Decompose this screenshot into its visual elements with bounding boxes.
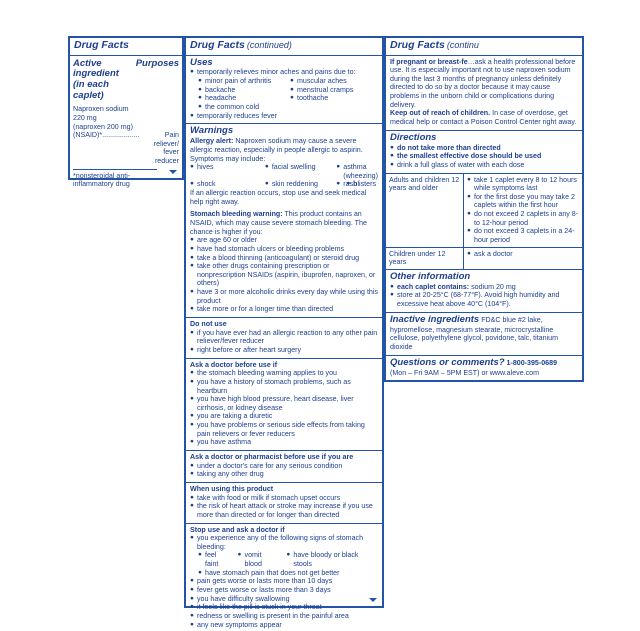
ask-doctor-item: ● you have asthma xyxy=(190,438,378,447)
nsaid-label: (NSAID)* xyxy=(73,131,102,140)
uses-item: ● backache xyxy=(198,86,286,95)
uses-reduces-fever: ● temporarily reduces fever xyxy=(190,112,378,121)
stop-use-section xyxy=(186,524,382,631)
questions-hours: (Mon – Fri 9AM – 5PM EST) or www.aleve.com xyxy=(390,369,578,378)
bleeding-sign: ● feel faint xyxy=(198,551,232,568)
ask-pharmacist-heading: Ask a doctor or pharmacist before use if you are xyxy=(190,453,378,462)
panel-directions-info xyxy=(384,36,584,382)
symptom-item: ● skin reddening xyxy=(265,180,332,189)
bleeding-item: ● take other drugs containing prescription or nonprescription NSAIDs (aspirin, ibuprofen, naproxen, or others) xyxy=(190,262,378,288)
bleeding-sign: ● have bloody or black stools xyxy=(286,551,378,568)
continue-triangle-icon xyxy=(169,170,177,174)
questions-heading: Questions or comments? xyxy=(390,357,505,368)
ask-pharmacist-item: ● under a doctor's care for any serious condition xyxy=(190,462,378,471)
bleeding-sign: ● have stomach pain that does not get better xyxy=(198,569,378,578)
ingredient-dose: 220 mg xyxy=(73,114,179,123)
inactive-ingredients-section xyxy=(386,313,582,356)
ask-doctor-item: ● you are taking a diuretic xyxy=(190,412,378,421)
ask-pharmacist-item: ● taking any other drug xyxy=(190,470,378,479)
purposes-heading: Purposes xyxy=(136,59,179,70)
purpose-text: Pain reliever/ fever reducer xyxy=(140,131,179,166)
directions-item: ● do not take more than directed xyxy=(390,144,578,153)
panel2-title-continued: (continued) xyxy=(247,40,292,50)
stomach-bleeding-warning: Stomach bleeding warning: This product contains an NSAID, which may cause severe stomach bleeding. The chance is higher if you: xyxy=(190,210,378,236)
uses-item: ● headache xyxy=(198,94,286,103)
symptom-item: ● shock xyxy=(190,180,261,189)
stop-use-intro: ● you experience any of the following signs of stomach bleeding: xyxy=(190,534,378,551)
questions-phone[interactable]: 1-800-395-0689 xyxy=(505,359,557,367)
keep-out-of-reach: Keep out of reach of children. In case of overdose, get medical help or contact a Poison Control Center right away. xyxy=(390,109,578,126)
stop-use-item: ● any new symptoms appear xyxy=(190,621,378,630)
bleeding-item: ● take more or for a longer time than directed xyxy=(190,305,378,314)
do-not-use-heading: Do not use xyxy=(190,320,378,329)
ingredient-name: Naproxen sodium xyxy=(73,105,179,114)
directions-item: ● the smallest effective dose should be used xyxy=(390,152,578,161)
ask-doctor-item: ● you have a history of stomach problems, such as heartburn xyxy=(190,378,378,395)
continue-triangle-icon xyxy=(369,598,377,602)
pregnancy-warning: If pregnant or breast-fe…ask a health professional before use. It is especially important not to use naproxen sodium during the last 3 months of pregnancy unless definitely directed to do so by a doctor because it may cause problems in the unborn child or complications during delivery. xyxy=(390,58,578,110)
panel-active-ingredient xyxy=(68,36,184,180)
when-using-section xyxy=(186,483,382,524)
do-not-use-item: ● if you have ever had an allergic reaction to any other pain reliever/fever reducer xyxy=(190,329,378,346)
dosage-adults-item: ● take 1 caplet every 8 to 12 hours while symptoms last xyxy=(467,176,579,193)
stop-use-item: ● redness or swelling is present in the painful area xyxy=(190,612,378,621)
dosage-adults-item: ● do not exceed 2 caplets in any 8- to 12-hour period xyxy=(467,210,579,227)
do-not-use-item: ● right before or after heart surgery xyxy=(190,346,378,355)
panel2-header xyxy=(186,38,382,56)
panel1-header xyxy=(70,38,182,56)
dosage-children-item: ● ask a doctor xyxy=(467,250,579,259)
symptom-item: ● blisters xyxy=(347,180,376,189)
uses-heading: Uses xyxy=(190,58,378,69)
dosage-adults-item: ● for the first dose you may take 2 caplets within the first hour xyxy=(467,193,579,210)
allergy-alert: Allergy alert: Naproxen sodium may cause a severe allergic reaction, especially in people allergic to aspirin. Symptoms may include: xyxy=(190,137,378,163)
panel3-title-continued: (continu xyxy=(447,40,479,50)
directions-water: ● drink a full glass of water with each dose xyxy=(390,161,578,170)
uses-item: ● menstrual cramps xyxy=(290,86,378,95)
dosage-adults-label: Adults and children 12 years and older xyxy=(386,174,464,247)
symptom-item: ● facial swelling xyxy=(265,163,332,180)
ingredient-equivalent: (naproxen 200 mg) xyxy=(73,123,179,132)
uses-item: ● muscular aches xyxy=(290,77,378,86)
pregnancy-section xyxy=(386,56,582,131)
questions-section xyxy=(386,356,582,380)
symptom-item: ● asthma (wheezing) xyxy=(336,163,378,180)
other-caplet-contains: ● each caplet contains: sodium 20 mg xyxy=(390,283,578,292)
inactive-ingredients-heading: Inactive ingredients xyxy=(390,314,479,325)
symptom-item: ● rash xyxy=(336,180,378,189)
bleeding-item: ● have 3 or more alcoholic drinks every day while using this product xyxy=(190,288,378,305)
stop-use-item: ● pain gets worse or lasts more than 10 days xyxy=(190,577,378,586)
stop-use-item: ● you have difficulty swallowing xyxy=(190,595,378,604)
ask-pharmacist-section xyxy=(186,451,382,483)
warnings-heading: Warnings xyxy=(190,126,378,137)
panel3-header xyxy=(386,38,582,56)
uses-section xyxy=(186,56,382,125)
allergy-after: If an allergic reaction occurs, stop use and seek medical help right away. xyxy=(190,189,378,206)
bleeding-item: ● take a blood thinning (anticoagulant) or steroid drug xyxy=(190,254,378,263)
do-not-use-section xyxy=(186,318,382,359)
when-using-heading: When using this product xyxy=(190,485,378,494)
ask-doctor-item: ● you have high blood pressure, heart disease, liver cirrhosis, or kidney disease xyxy=(190,395,378,412)
panel2-title: Drug Facts xyxy=(190,39,245,51)
ask-doctor-item: ● the stomach bleeding warning applies to you xyxy=(190,369,378,378)
warnings-section xyxy=(186,124,382,318)
symptom-item: ● hives xyxy=(190,163,261,180)
stop-use-item: ● it feels like the pill is stuck in your throat xyxy=(190,603,378,612)
other-storage: ● store at 20-25°C (68-77°F). Avoid high humidity and excessive heat above 40°C (104°F). xyxy=(390,291,578,308)
dosage-children-label: Children under 12 years xyxy=(386,247,464,269)
dosage-table xyxy=(386,173,582,269)
stop-use-heading: Stop use and ask a doctor if xyxy=(190,526,378,535)
bleeding-item: ● are age 60 or older xyxy=(190,236,378,245)
uses-item: ● toothache xyxy=(290,94,378,103)
leader-dots: ................... xyxy=(102,131,139,140)
ask-doctor-item: ● you have problems or serious side effects from taking pain relievers or fever reducers xyxy=(190,421,378,438)
uses-item: ● minor pain of arthritis xyxy=(198,77,286,86)
directions-heading: Directions xyxy=(390,133,578,144)
when-using-item: ● take with food or milk if stomach upset occurs xyxy=(190,494,378,503)
panel-uses-warnings xyxy=(184,36,384,608)
active-ingredient-heading: Active ingredient (in each caplet) xyxy=(73,59,129,103)
when-using-item: ● the risk of heart attack or stroke may increase if you use more than directed or for longer than directed xyxy=(190,502,378,519)
bleeding-sign: ● vomit blood xyxy=(238,551,281,568)
panel3-title: Drug Facts xyxy=(390,39,445,51)
ask-doctor-heading: Ask a doctor before use if xyxy=(190,361,378,370)
bleeding-item: ● have had stomach ulcers or bleeding problems xyxy=(190,245,378,254)
panel1-title: Drug Facts xyxy=(74,40,178,52)
footnote: *nonsteroidal anti-inflammatory drug xyxy=(73,169,157,189)
inactive-ingredients-text: FD&C blue #2 lake, hypromellose, magnesium stearate, microcrystalline cellulose, polyethylene glycol, povidone, talc, titanium dioxide xyxy=(390,316,558,351)
other-information-section xyxy=(386,270,582,313)
dosage-adults-item: ● do not exceed 3 caplets in a 24-hour period xyxy=(467,227,579,244)
stop-use-item: ● fever gets worse or lasts more than 3 days xyxy=(190,586,378,595)
uses-intro: ● temporarily relieves minor aches and pains due to: xyxy=(190,68,378,77)
directions-section xyxy=(386,131,582,270)
ask-doctor-section xyxy=(186,359,382,451)
other-information-heading: Other information xyxy=(390,272,578,283)
uses-item: ● the common cold xyxy=(198,103,286,112)
